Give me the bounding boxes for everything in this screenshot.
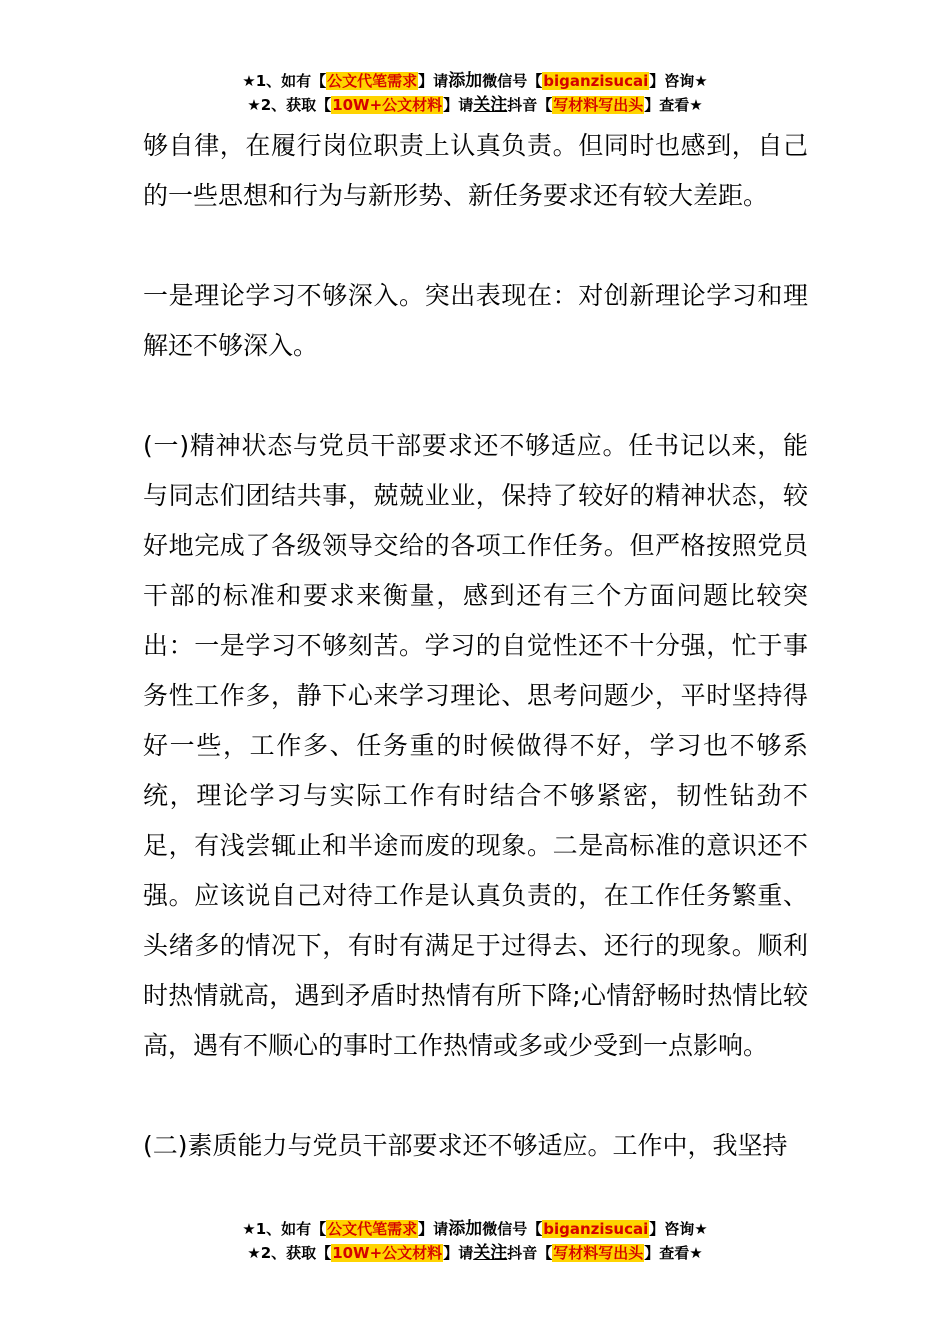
paragraph-1: 够自律，在履行岗位职责上认真负责。但同时也感到，自己的一些思想和行为与新形势、新任务要求还有较大差距。 bbox=[143, 131, 808, 210]
banner-line-2: ★2、获取【10W+公文材料】请关注抖音【写材料写出头】查看★ bbox=[247, 95, 703, 115]
highlight-wechat-id: biganzisucai bbox=[543, 72, 649, 90]
highlight-service: 公文代笔需求 bbox=[327, 72, 418, 90]
footer-line-2: ★2、获取【10W+公文材料】请关注抖音【写材料写出头】查看★ bbox=[247, 1243, 703, 1263]
highlight-douyin: 写材料写出头 bbox=[553, 96, 644, 114]
paragraph-2: 一是理论学习不够深入。突出表现在：对创新理论学习和理解还不够深入。 bbox=[143, 281, 808, 360]
header-banner bbox=[0, 69, 950, 117]
footer-banner bbox=[0, 1217, 950, 1265]
banner-line-1: ★1、如有【公文代笔需求】请添加微信号【biganzisucai】咨询★ bbox=[242, 71, 708, 91]
paragraph-3: (一)精神状态与党员干部要求还不够适应。任书记以来，能与同志们团结共事，兢兢业业，保持了较好的精神状态，较好地完成了各级领导交给的各项工作任务。但严格按照党员干部的标准和要求来衡量，感到还有三个方面问题比较突出：一是学习不够刻苦。学习的自觉性还不十分强，忙于事务性工作多，静下心来学习理论、思考问题少，平时坚持得好一些，工作多、任务重的时候做得不好，学习也不够系统，理论学习与实际工作有时结合不够紧密，韧性钻劲不足，有浅尝辄止和半途而废的现象。二是高标准的意识还不强。应该说自己对待工作是认真负责的，在工作任务繁重、头绪多的情况下，有时有满足于过得去、还行的现象。顺利时热情就高，遇到矛盾时热情有所下降;心情舒畅时热情比较高，遇有不顺心的事时工作热情或多或少受到一点影响。 bbox=[143, 431, 808, 1060]
footer-line-1: ★1、如有【公文代笔需求】请添加微信号【biganzisucai】咨询★ bbox=[242, 1219, 708, 1239]
paragraph-4: (二)素质能力与党员干部要求还不够适应。工作中，我坚持 bbox=[143, 1131, 788, 1160]
highlight-materials: 10W+公文材料 bbox=[332, 96, 443, 114]
document-body bbox=[143, 121, 808, 1171]
